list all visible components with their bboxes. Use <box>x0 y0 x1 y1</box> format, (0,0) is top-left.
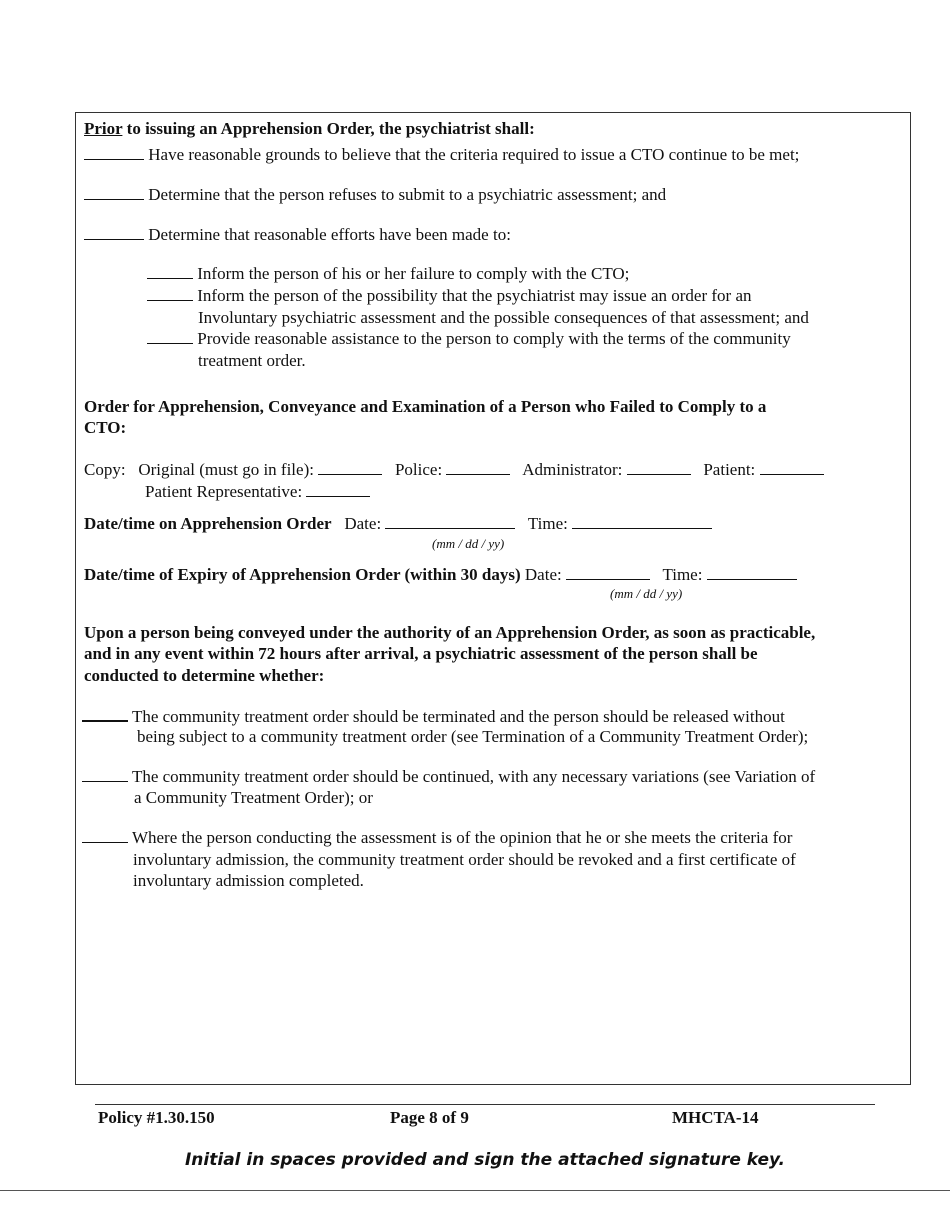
expiry-date-field[interactable] <box>566 564 650 580</box>
initial-blank[interactable] <box>147 263 193 279</box>
policy-number: Policy #1.30.150 <box>98 1108 215 1127</box>
copy-original-label: Original (must go in file): <box>138 460 314 479</box>
prior-item-2 <box>84 184 666 206</box>
copy-representative-label: Patient Representative: <box>145 482 303 501</box>
order-date-format-hint: (mm / dd / yy) <box>432 536 505 551</box>
initial-blank[interactable] <box>84 224 144 240</box>
copy-row <box>84 459 824 481</box>
option-2 <box>82 766 815 788</box>
copy-patient-label: Patient: <box>703 460 756 479</box>
sub-item-2-text: Inform the person of the possibility that the psychiatrist may issue an order for an <box>197 286 752 305</box>
expiry-date-time-label: Time: <box>662 565 703 584</box>
prior-heading-underlined: Prior <box>84 119 123 138</box>
expiry-time-field[interactable] <box>707 564 797 580</box>
prior-item-3-text: Determine that reasonable efforts have been made to: <box>148 225 511 244</box>
copy-label: Copy: <box>84 460 126 479</box>
copy-administrator-label: Administrator: <box>522 460 623 479</box>
option-1-text-cont: being subject to a community treatment order (see Termination of a Community Treatment Order); <box>137 727 809 746</box>
upon-paragraph-cont: conducted to determine whether: <box>84 666 325 685</box>
sub-item-1-text: Inform the person of his or her failure to comply with the CTO; <box>197 264 630 283</box>
copy-original-blank[interactable] <box>318 459 382 475</box>
initial-blank[interactable] <box>82 766 128 782</box>
order-date-label: Date/time on Apprehension Order <box>84 514 332 533</box>
prior-item-3 <box>84 224 511 246</box>
order-heading-cont: CTO: <box>84 418 127 437</box>
expiry-date-row <box>84 564 797 586</box>
sub-item-3 <box>147 328 791 350</box>
option-2-text: The community treatment order should be continued, with any necessary variations (see Variation of <box>131 767 816 786</box>
order-time-field[interactable] <box>572 513 712 529</box>
option-1 <box>82 705 785 728</box>
expiry-date-label: Date/time of Expiry of Apprehension Order (within 30 days) <box>84 565 521 584</box>
copy-administrator-blank[interactable] <box>627 459 691 475</box>
form-code: MHCTA-14 <box>672 1108 759 1127</box>
copy-police-blank[interactable] <box>446 459 510 475</box>
initial-blank[interactable] <box>147 285 193 301</box>
prior-heading-rest: to issuing an Apprehension Order, the psychiatrist shall: <box>122 119 535 138</box>
prior-item-1 <box>84 144 799 166</box>
expiry-date-date-label: Date: <box>524 565 562 584</box>
sub-item-3-text: Provide reasonable assistance to the person to comply with the terms of the community <box>197 329 791 348</box>
copy-police-label: Police: <box>394 460 443 479</box>
page-number: Page 8 of 9 <box>390 1108 469 1127</box>
order-date-date-label: Date: <box>344 514 382 533</box>
initial-blank[interactable] <box>147 328 193 344</box>
page-bottom-divider <box>0 1190 950 1191</box>
option-1-text: The community treatment order should be terminated and the person should be released without <box>131 707 785 726</box>
initial-blank[interactable] <box>84 144 144 160</box>
footer-divider <box>95 1104 875 1105</box>
expiry-date-format-hint: (mm / dd / yy) <box>610 586 683 601</box>
option-3-text: Where the person conducting the assessment is of the opinion that he or she meets the criteria for <box>131 828 793 847</box>
order-date-time-label: Time: <box>527 514 568 533</box>
upon-paragraph: Upon a person being conveyed under the authority of an Apprehension Order, as soon as practicable, <box>84 623 816 642</box>
initial-blank[interactable] <box>84 184 144 200</box>
order-date-row <box>84 513 712 535</box>
form-box <box>75 112 911 1085</box>
copy-patient-blank[interactable] <box>760 459 824 475</box>
signature-instruction: Initial in spaces provided and sign the attached signature key. <box>184 1150 786 1170</box>
copy-representative-row <box>145 481 370 503</box>
option-3-text-cont: involuntary admission, the community treatment order should be revoked and a first certificate of <box>133 850 796 869</box>
option-3-text-cont: involuntary admission completed. <box>133 871 364 890</box>
sub-item-1 <box>147 263 629 285</box>
order-heading: Order for Apprehension, Conveyance and Examination of a Person who Failed to Comply to a <box>84 397 767 416</box>
order-date-field[interactable] <box>385 513 515 529</box>
prior-item-2-text: Determine that the person refuses to submit to a psychiatric assessment; and <box>148 185 667 204</box>
sub-item-2 <box>147 285 752 307</box>
option-3 <box>82 827 792 849</box>
copy-representative-blank[interactable] <box>306 481 370 497</box>
upon-paragraph-cont: and in any event within 72 hours after arrival, a psychiatric assessment of the person shall be <box>84 644 758 663</box>
option-2-text-cont: a Community Treatment Order); or <box>134 788 373 807</box>
sub-item-2-text-cont: Involuntary psychiatric assessment and the possible consequences of that assessment; and <box>198 308 809 327</box>
prior-item-1-text: Have reasonable grounds to believe that the criteria required to issue a CTO continue to be met; <box>148 145 800 164</box>
prior-heading <box>84 118 535 140</box>
sub-item-3-text-cont: treatment order. <box>198 351 306 370</box>
initial-blank[interactable] <box>82 827 128 843</box>
initial-blank[interactable] <box>82 705 128 722</box>
